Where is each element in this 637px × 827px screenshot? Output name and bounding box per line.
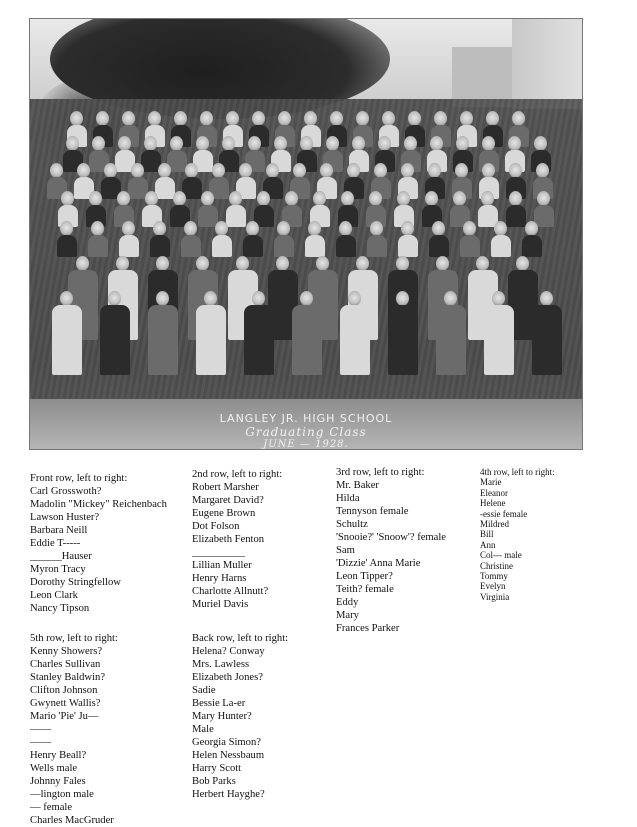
student-figure	[460, 235, 480, 257]
front-row-list	[30, 472, 167, 615]
class-photo	[29, 18, 583, 450]
student-face	[436, 256, 449, 271]
student-figure	[52, 305, 82, 375]
student-face	[326, 136, 339, 151]
student-name: Henry Harns	[192, 573, 247, 584]
student-face	[320, 163, 333, 178]
student-face	[257, 191, 270, 206]
student-face	[226, 111, 239, 126]
student-face	[396, 291, 409, 306]
student-face	[185, 163, 198, 178]
student-name: Gwynett Wallis?	[30, 698, 101, 709]
fourth-row-list	[480, 467, 555, 602]
student-name: Sam	[336, 545, 355, 556]
student-name: Harry Scott	[192, 763, 242, 774]
student-name: -essie female	[480, 508, 528, 519]
student-face	[482, 163, 495, 178]
student-face	[248, 136, 261, 151]
student-face	[348, 291, 361, 306]
student-face	[370, 221, 383, 236]
student-name: Christine	[480, 560, 513, 571]
student-name: Kenny Showers?	[30, 646, 103, 657]
student-name: —lington male	[30, 789, 94, 800]
student-figure	[212, 235, 232, 257]
student-face	[434, 111, 447, 126]
student-name: ______Hauser	[30, 551, 92, 562]
student-face	[352, 136, 365, 151]
student-face	[401, 163, 414, 178]
student-face	[537, 191, 550, 206]
student-figure	[429, 235, 449, 257]
student-name: Hilda	[336, 493, 360, 504]
student-face	[246, 221, 259, 236]
student-name: Helene	[480, 498, 506, 509]
student-name: Schultz	[336, 519, 368, 530]
student-face	[347, 163, 360, 178]
student-figure	[484, 305, 514, 375]
caption-date: JUNE — 1928.	[263, 439, 349, 450]
student-figure	[198, 205, 218, 227]
student-face	[222, 136, 235, 151]
student-face	[396, 256, 409, 271]
caption-class: Graduating Class	[245, 425, 367, 439]
back-row-header: Back row, left to right:	[192, 633, 289, 644]
student-face	[201, 191, 214, 206]
student-figure	[243, 235, 263, 257]
student-face	[278, 111, 291, 126]
student-figure	[196, 305, 226, 375]
student-face	[252, 291, 265, 306]
student-name: Male	[192, 724, 214, 735]
student-face	[170, 136, 183, 151]
student-face	[144, 136, 157, 151]
student-figure	[88, 235, 108, 257]
student-face	[508, 136, 521, 151]
student-name: Muriel Davis	[192, 599, 249, 610]
student-face	[153, 221, 166, 236]
student-face	[401, 221, 414, 236]
student-name: Helen Nessbaum	[192, 750, 265, 761]
student-figure	[522, 235, 542, 257]
student-face	[96, 111, 109, 126]
caption-school: LANGLEY JR. HIGH SCHOOL	[219, 412, 393, 425]
student-name: Mario 'Pie' Ju—	[30, 711, 99, 722]
student-face	[300, 136, 313, 151]
fifth-row-header: 5th row, left to right:	[30, 633, 118, 644]
student-face	[285, 191, 298, 206]
student-figure	[148, 305, 178, 375]
student-face	[536, 163, 549, 178]
student-name: Mildred	[480, 519, 509, 530]
student-face	[92, 136, 105, 151]
student-face	[460, 111, 473, 126]
student-face	[494, 221, 507, 236]
student-face	[77, 163, 90, 178]
student-name: Leon Clark	[30, 590, 78, 601]
student-face	[534, 136, 547, 151]
student-name: ——	[30, 737, 52, 748]
student-face	[266, 163, 279, 178]
student-name: Lawson Huster?	[30, 512, 100, 523]
student-face	[274, 136, 287, 151]
student-face	[117, 191, 130, 206]
student-face	[108, 291, 121, 306]
student-name: Eleanor	[480, 487, 508, 498]
student-face	[229, 191, 242, 206]
student-figure	[436, 305, 466, 375]
student-face	[252, 111, 265, 126]
student-face	[196, 256, 209, 271]
student-face	[131, 163, 144, 178]
student-name: Mary	[336, 610, 359, 621]
student-name: Virginia	[480, 591, 510, 602]
student-face	[122, 221, 135, 236]
fourth-row-header: 4th row, left to right:	[480, 467, 555, 477]
student-name: __________	[192, 547, 245, 558]
student-face	[66, 136, 79, 151]
student-figure	[340, 305, 370, 375]
student-face	[540, 291, 553, 306]
student-face	[158, 163, 171, 178]
student-face	[404, 136, 417, 151]
student-name: Dorothy Stringfellow	[30, 577, 121, 588]
student-face	[492, 291, 505, 306]
student-figure	[398, 235, 418, 257]
student-face	[425, 191, 438, 206]
student-face	[463, 221, 476, 236]
student-face	[430, 136, 443, 151]
student-name: ——	[30, 724, 52, 735]
student-face	[428, 163, 441, 178]
student-name: Evelyn	[480, 581, 506, 592]
student-name: Margaret David?	[192, 495, 264, 506]
student-face	[476, 256, 489, 271]
student-figure	[274, 235, 294, 257]
student-face	[61, 191, 74, 206]
student-name: Henry Beall?	[30, 750, 87, 761]
student-face	[91, 221, 104, 236]
student-name: Col--- male	[480, 550, 522, 561]
student-face	[215, 221, 228, 236]
student-name: Frances Parker	[336, 623, 400, 634]
student-name: Robert Marsher	[192, 482, 259, 493]
student-name: Eddie T-----	[30, 538, 81, 549]
student-face	[60, 221, 73, 236]
second-row-list	[192, 468, 282, 611]
student-name: Leon Tipper?	[336, 571, 393, 582]
student-name: Georgia Simon?	[192, 737, 261, 748]
student-figure	[305, 235, 325, 257]
student-face	[456, 136, 469, 151]
student-face	[145, 191, 158, 206]
student-name: Elizabeth Fenton	[192, 534, 265, 545]
student-face	[341, 191, 354, 206]
third-row-list	[336, 466, 446, 635]
student-figure	[532, 305, 562, 375]
student-name: Sadie	[192, 685, 216, 696]
student-face	[173, 191, 186, 206]
student-name: Dot Folson	[192, 521, 240, 532]
student-name: — female	[30, 802, 73, 813]
student-name: Herbert Hayghe?	[192, 789, 265, 800]
student-name: Bill	[480, 529, 494, 540]
student-name: Bessie La-er	[192, 698, 246, 709]
student-face	[516, 256, 529, 271]
student-face	[482, 136, 495, 151]
student-figure	[292, 305, 322, 375]
student-figure	[336, 235, 356, 257]
student-face	[60, 291, 73, 306]
student-face	[156, 291, 169, 306]
student-name: Charles Sullivan	[30, 659, 101, 670]
student-face	[374, 163, 387, 178]
student-face	[118, 136, 131, 151]
student-face	[509, 191, 522, 206]
student-face	[156, 256, 169, 271]
student-face	[313, 191, 326, 206]
student-face	[432, 221, 445, 236]
student-figure	[506, 205, 526, 227]
third-row-header: 3rd row, left to right:	[336, 467, 425, 478]
student-face	[444, 291, 457, 306]
student-figure	[388, 305, 418, 375]
student-figure	[181, 235, 201, 257]
student-face	[408, 111, 421, 126]
student-face	[453, 191, 466, 206]
student-face	[50, 163, 63, 178]
student-name: Stanley Baldwin?	[30, 672, 106, 683]
student-name: Myron Tracy	[30, 564, 86, 575]
student-name: Tennyson female	[336, 506, 409, 517]
student-face	[239, 163, 252, 178]
student-face	[509, 163, 522, 178]
student-name: 'Dizzie' Anna Marie	[336, 558, 421, 569]
student-name: Eugene Brown	[192, 508, 256, 519]
student-face	[116, 256, 129, 271]
student-figure	[150, 235, 170, 257]
student-name: Nancy Tipson	[30, 603, 90, 614]
student-face	[70, 111, 83, 126]
student-face	[512, 111, 525, 126]
student-name: Clifton Johnson	[30, 685, 98, 696]
student-name: Mary Hunter?	[192, 711, 252, 722]
student-name: Marie	[480, 477, 502, 488]
student-name: Mr. Baker	[336, 480, 379, 491]
student-face	[481, 191, 494, 206]
student-name: Carl Grosswoth?	[30, 486, 102, 497]
student-face	[174, 111, 187, 126]
student-face	[316, 256, 329, 271]
front-row-header: Front row, left to right:	[30, 473, 128, 484]
student-name: Ann	[480, 539, 496, 550]
fifth-row-list	[30, 632, 118, 827]
student-name: Madolin "Mickey" Reichenbach	[30, 499, 167, 510]
student-face	[300, 291, 313, 306]
student-figure	[100, 305, 130, 375]
student-face	[486, 111, 499, 126]
student-figure	[491, 235, 511, 257]
student-face	[356, 111, 369, 126]
student-name: Teith? female	[336, 584, 394, 595]
student-face	[455, 163, 468, 178]
student-face	[236, 256, 249, 271]
student-name: Eddy	[336, 597, 359, 608]
student-figure	[244, 305, 274, 375]
student-face	[200, 111, 213, 126]
back-row-list	[192, 632, 288, 801]
student-figure	[57, 235, 77, 257]
student-face	[89, 191, 102, 206]
student-face	[330, 111, 343, 126]
student-figure	[119, 235, 139, 257]
student-name: Charlotte Allnutt?	[192, 586, 269, 597]
student-face	[339, 221, 352, 236]
student-name: Tommy	[480, 571, 508, 582]
student-face	[122, 111, 135, 126]
student-face	[196, 136, 209, 151]
student-face	[378, 136, 391, 151]
student-face	[525, 221, 538, 236]
student-name: 'Snooie?' 'Snoow'? female	[336, 532, 447, 543]
student-face	[304, 111, 317, 126]
student-face	[356, 256, 369, 271]
student-name: Wells male	[30, 763, 78, 774]
student-name: Johnny Fales	[30, 776, 86, 787]
photo-students	[30, 91, 582, 421]
student-face	[212, 163, 225, 178]
student-face	[148, 111, 161, 126]
student-face	[369, 191, 382, 206]
student-name: Mrs. Lawless	[192, 659, 250, 670]
second-row-header: 2nd row, left to right:	[192, 469, 283, 480]
student-face	[397, 191, 410, 206]
student-name: Helena? Conway	[192, 646, 265, 657]
student-face	[184, 221, 197, 236]
student-face	[277, 221, 290, 236]
student-name: Lillian Muller	[192, 560, 252, 571]
student-name: Elizabeth Jones?	[192, 672, 263, 683]
student-face	[308, 221, 321, 236]
student-face	[76, 256, 89, 271]
student-name: Charles MacGruder	[30, 815, 114, 826]
student-name: Bob Parks	[192, 776, 236, 787]
student-name: Barbara Neill	[30, 525, 88, 536]
student-face	[382, 111, 395, 126]
student-face	[204, 291, 217, 306]
student-figure	[226, 205, 246, 227]
student-figure	[367, 235, 387, 257]
student-face	[276, 256, 289, 271]
student-face	[104, 163, 117, 178]
student-face	[293, 163, 306, 178]
